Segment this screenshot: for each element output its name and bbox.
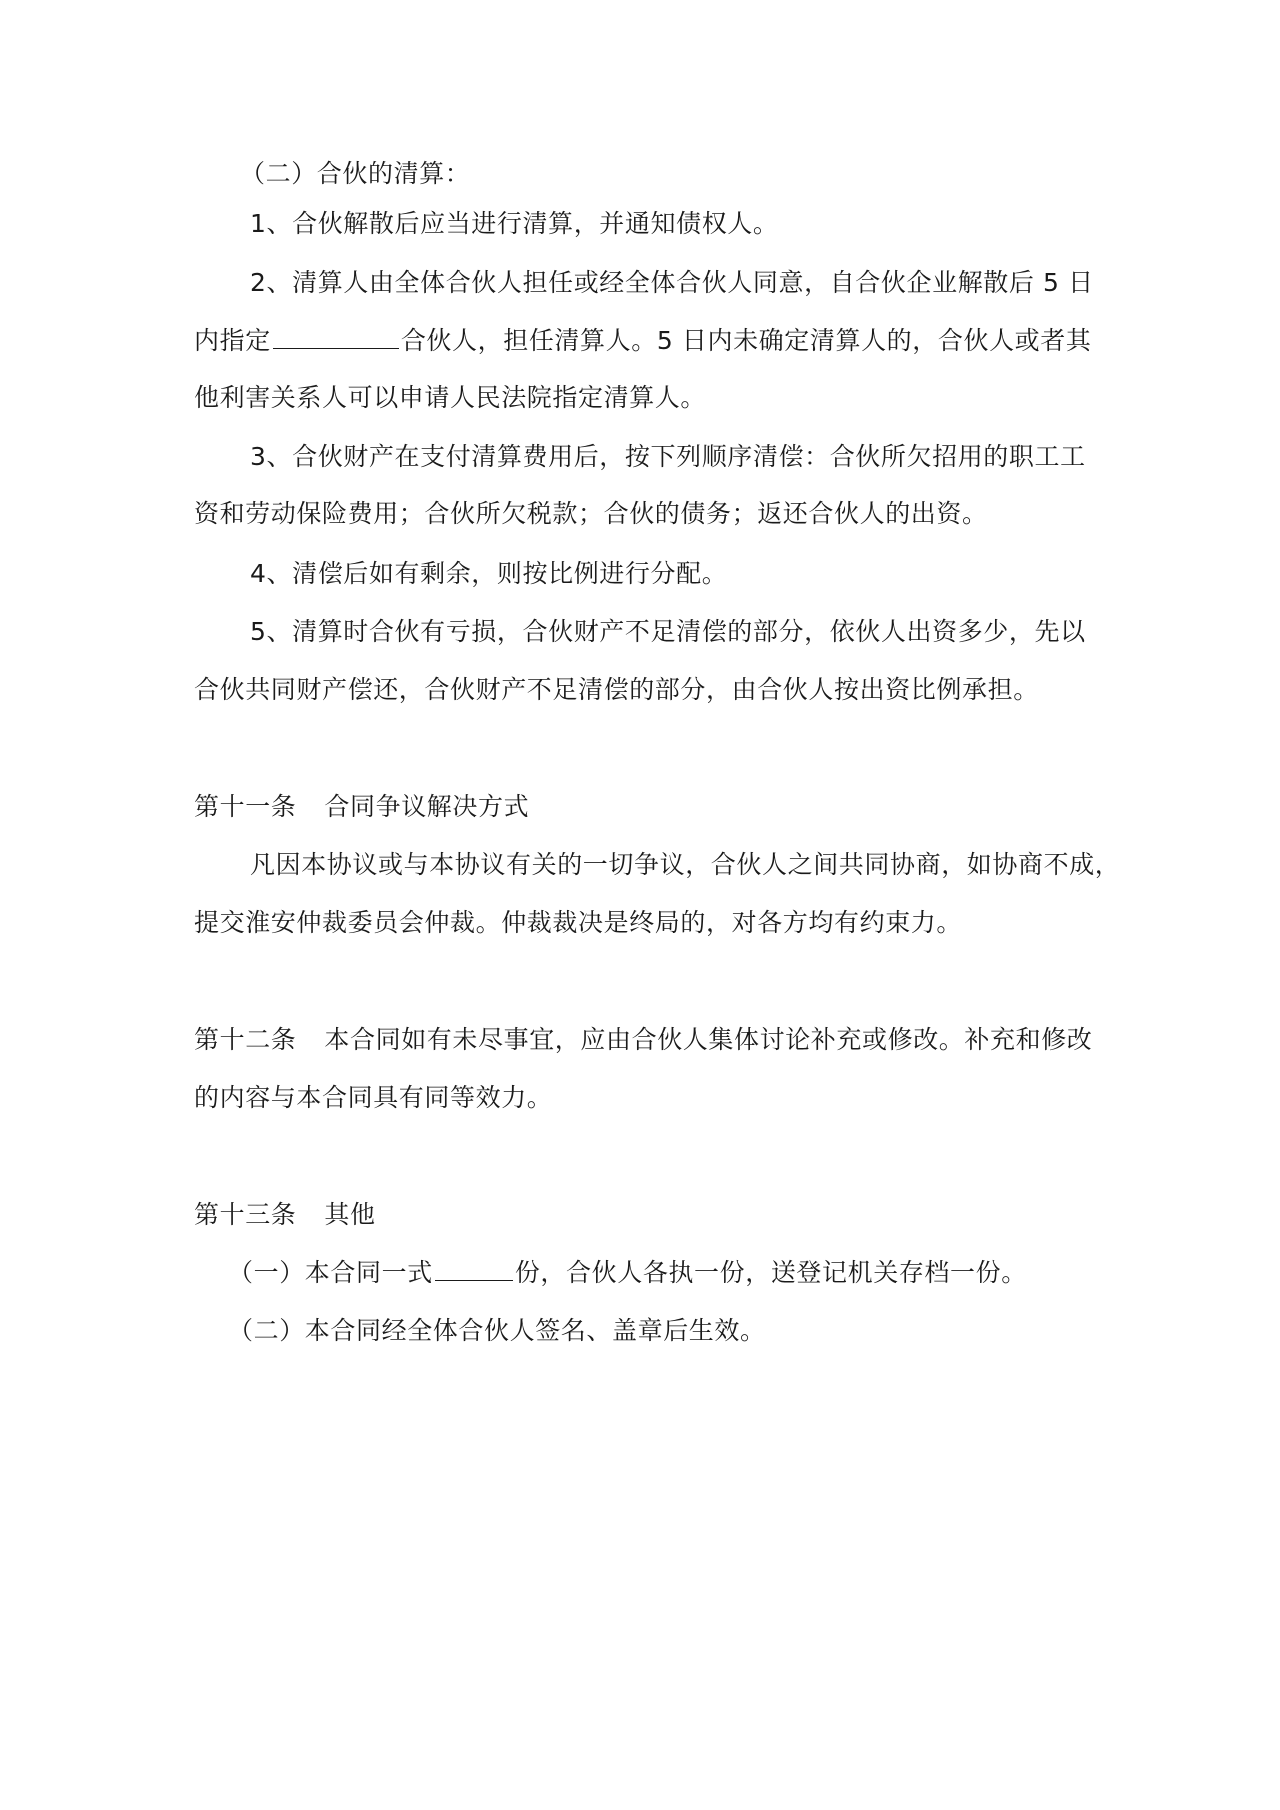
article-12-body-line-1: 本合同如有未尽事宜，应由合伙人集体讨论补充或修改。补充和修改	[324, 1025, 1093, 1054]
article-13-heading	[194, 1198, 1094, 1232]
clearing-item-2-line-1: 2、清算人由全体合伙人担任或经全体合伙人同意，自合伙企业解散后 5 日	[250, 268, 1094, 297]
clearing-item-1: 1、合伙解散后应当进行清算，并通知债权人。	[250, 209, 779, 238]
clearing-item-2-line-3: 他利害关系人可以申请人民法院指定清算人。	[194, 383, 707, 412]
clearing-item-5-line-1: 5、清算时合伙有亏损，合伙财产不足清偿的部分，依伙人出资多少，先以	[250, 617, 1086, 646]
article-13-title: 其他	[324, 1200, 376, 1229]
copies-fill-blank[interactable]	[435, 1256, 513, 1281]
clearing-item-2-line-2-post: 合伙人，担任清算人。5 日内未确定清算人的，合伙人或者其	[400, 326, 1092, 355]
liquidator-fill-blank[interactable]	[273, 324, 399, 349]
clearing-item-5-line-2: 合伙共同财产偿还，合伙财产不足清偿的部分，由合伙人按出资比例承担。	[194, 675, 1039, 704]
article-12-body-line-2: 的内容与本合同具有同等效力。	[194, 1083, 553, 1112]
clearing-item-3-line-2: 资和劳动保险费用；合伙所欠税款；合伙的债务；返还合伙人的出资。	[194, 499, 988, 528]
article-13-item-2: （二）本合同经全体合伙人签名、盖章后生效。	[228, 1316, 766, 1345]
article-12-line-1	[194, 1023, 1094, 1057]
article-12-number: 第十二条	[194, 1025, 297, 1054]
article-11-body-line-2: 提交淮安仲裁委员会仲裁。仲裁裁决是终局的，对各方均有约束力。	[194, 908, 963, 937]
article-11-heading	[194, 790, 1094, 824]
clearing-item-2-line-2-pre: 内指定	[194, 326, 271, 355]
article-11-body-line-1: 凡因本协议或与本协议有关的一切争议，合伙人之间共同协商，如协商不成，	[250, 850, 1121, 879]
article-13-item-1-pre: （一）本合同一式	[228, 1258, 433, 1287]
article-13-item-1-post: 份，合伙人各执一份，送登记机关存档一份。	[514, 1258, 1027, 1287]
article-11-title: 合同争议解决方式	[324, 792, 530, 821]
clearing-heading: （二）合伙的清算：	[240, 159, 471, 188]
article-13-number: 第十三条	[194, 1200, 297, 1229]
clearing-item-2-line-2	[194, 324, 1094, 358]
clearing-item-4: 4、清偿后如有剩余，则按比例进行分配。	[250, 559, 728, 588]
article-11-number: 第十一条	[194, 792, 297, 821]
article-13-item-1	[228, 1256, 1128, 1290]
clearing-item-3-line-1: 3、合伙财产在支付清算费用后，按下列顺序清偿：合伙所欠招用的职工工	[250, 442, 1086, 471]
